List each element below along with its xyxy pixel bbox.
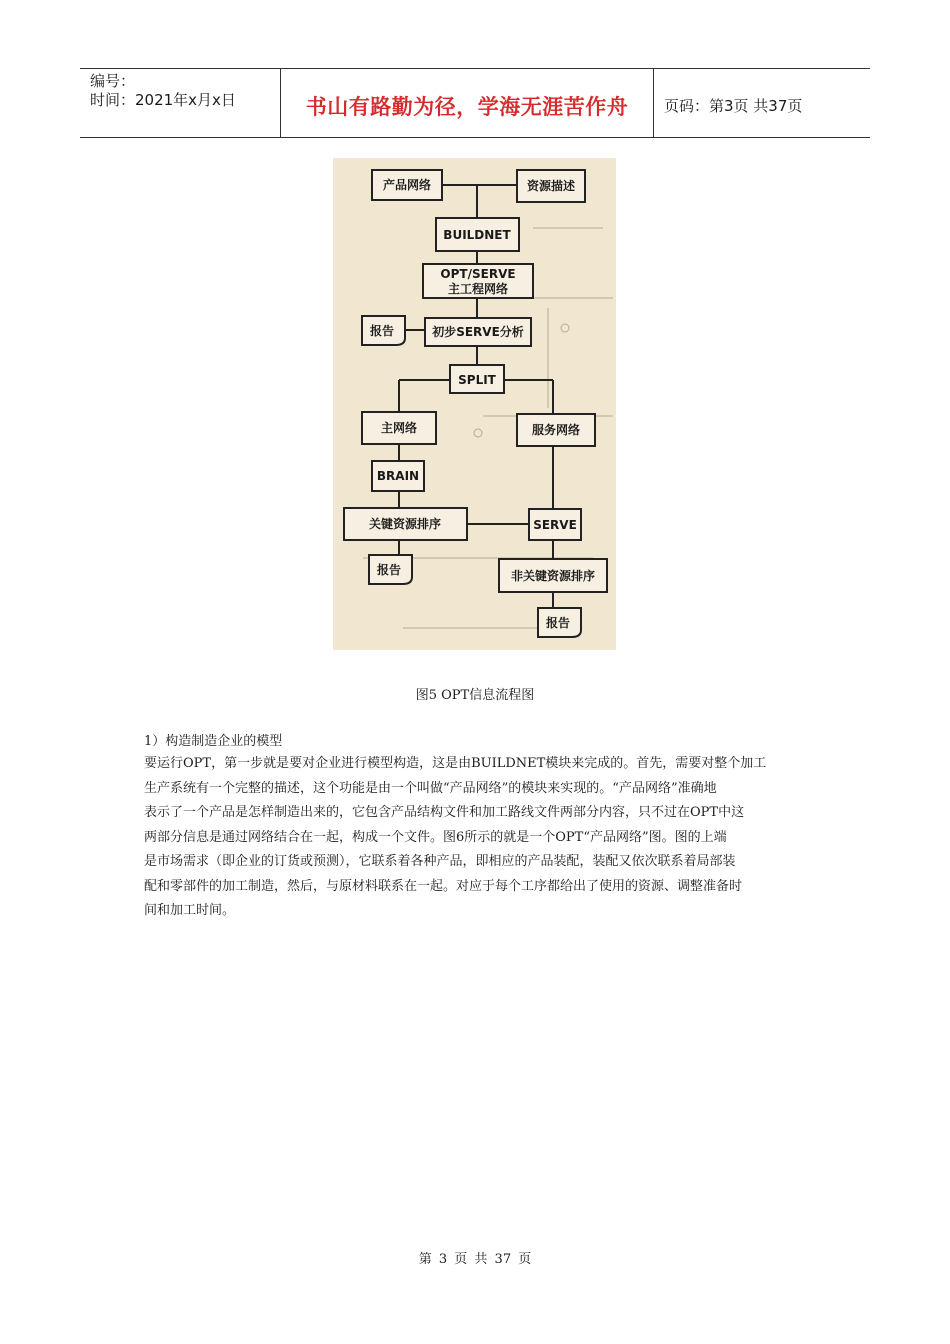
page-footer: 第 3 页 共 37 页 [418,1252,532,1267]
paragraph-line: 间和加工时间。 [144,903,236,918]
node-noncritical-resource-sort-label: 非关键资源排序 [510,569,596,583]
paragraph-line: 要运行OPT，第一步就是要对企业进行模型构造，这是由BUILDNET模块来完成的。首先，需要对整个加工 [144,756,767,771]
paragraph-line: 表示了一个产品是怎样制造出来的，它包含产品结构文件和加工路线文件两部分内容，只不过在OPT中这 [144,805,745,820]
node-critical-resource-sort-label: 关键资源排序 [368,517,442,531]
node-initial-serve-analysis [425,318,531,346]
node-split-label: SPLIT [458,373,496,387]
node-brain [372,461,424,491]
node-opt-serve-label-2: 主工程网络 [447,282,509,296]
paragraph-line: 是市场需求（即企业的订货或预测），它联系着各种产品，即相应的产品装配，装配又依次联系着局部装 [144,854,736,869]
node-noncritical-resource-sort [499,559,607,592]
node-report-3-label: 报告 [545,616,571,630]
node-split [450,365,504,393]
node-opt-serve [423,264,533,298]
body-paragraph [144,752,812,924]
node-resource-description-label: 资源描述 [526,179,576,193]
node-resource-description [517,170,585,202]
node-report-1 [362,316,405,345]
node-buildnet-label: BUILDNET [443,228,511,242]
paragraph-line: 生产系统有一个完整的描述，这个功能是由一个叫做“产品网络”的模块来实现的。“产品网络”准确地 [144,780,717,796]
node-service-network [517,414,595,446]
node-product-network [372,170,442,200]
node-report-2 [369,555,412,584]
node-main-network-label: 主网络 [380,421,418,435]
node-initial-serve-analysis-label: 初步SERVE分析 [432,325,524,339]
node-report-3 [538,608,581,637]
node-buildnet [436,218,519,251]
document-number-label: 编号： [90,72,136,90]
node-brain-label: BRAIN [376,469,420,483]
header-page-info: 页码：第3页 共37页 [664,97,803,115]
opt-flowchart-figure [333,158,616,650]
node-serve [529,509,581,540]
node-report-1-label: 报告 [369,324,395,338]
page-header [80,68,870,138]
node-main-network [362,412,436,444]
document-date-label: 时间：2021年x月x日 [90,91,236,109]
node-serve-label: SERVE [533,518,577,532]
node-service-network-label: 服务网络 [531,423,581,437]
header-meta-cell [80,69,281,137]
node-critical-resource-sort [344,508,467,540]
figure-caption: 图5 OPT信息流程图 [415,688,535,703]
node-opt-serve-label-1: OPT/SERVE [440,267,516,281]
paragraph-line: 两部分信息是通过网络结合在一起，构成一个文件。图6所示的就是一个OPT“产品网络”图。图的上端 [144,829,727,845]
flowchart-svg [333,158,616,650]
node-report-2-label: 报告 [376,563,402,577]
header-motto: 书山有路勤为径，学海无涯苦作舟 [305,95,629,119]
node-product-network-label: 产品网络 [382,178,432,192]
section-title: 1）构造制造企业的模型 [144,734,283,749]
header-page-cell [654,69,870,137]
paragraph-line: 配和零部件的加工制造，然后，与原材料联系在一起。对应于每个工序都给出了使用的资源、调整准备时 [144,878,743,894]
header-motto-cell [281,69,654,137]
